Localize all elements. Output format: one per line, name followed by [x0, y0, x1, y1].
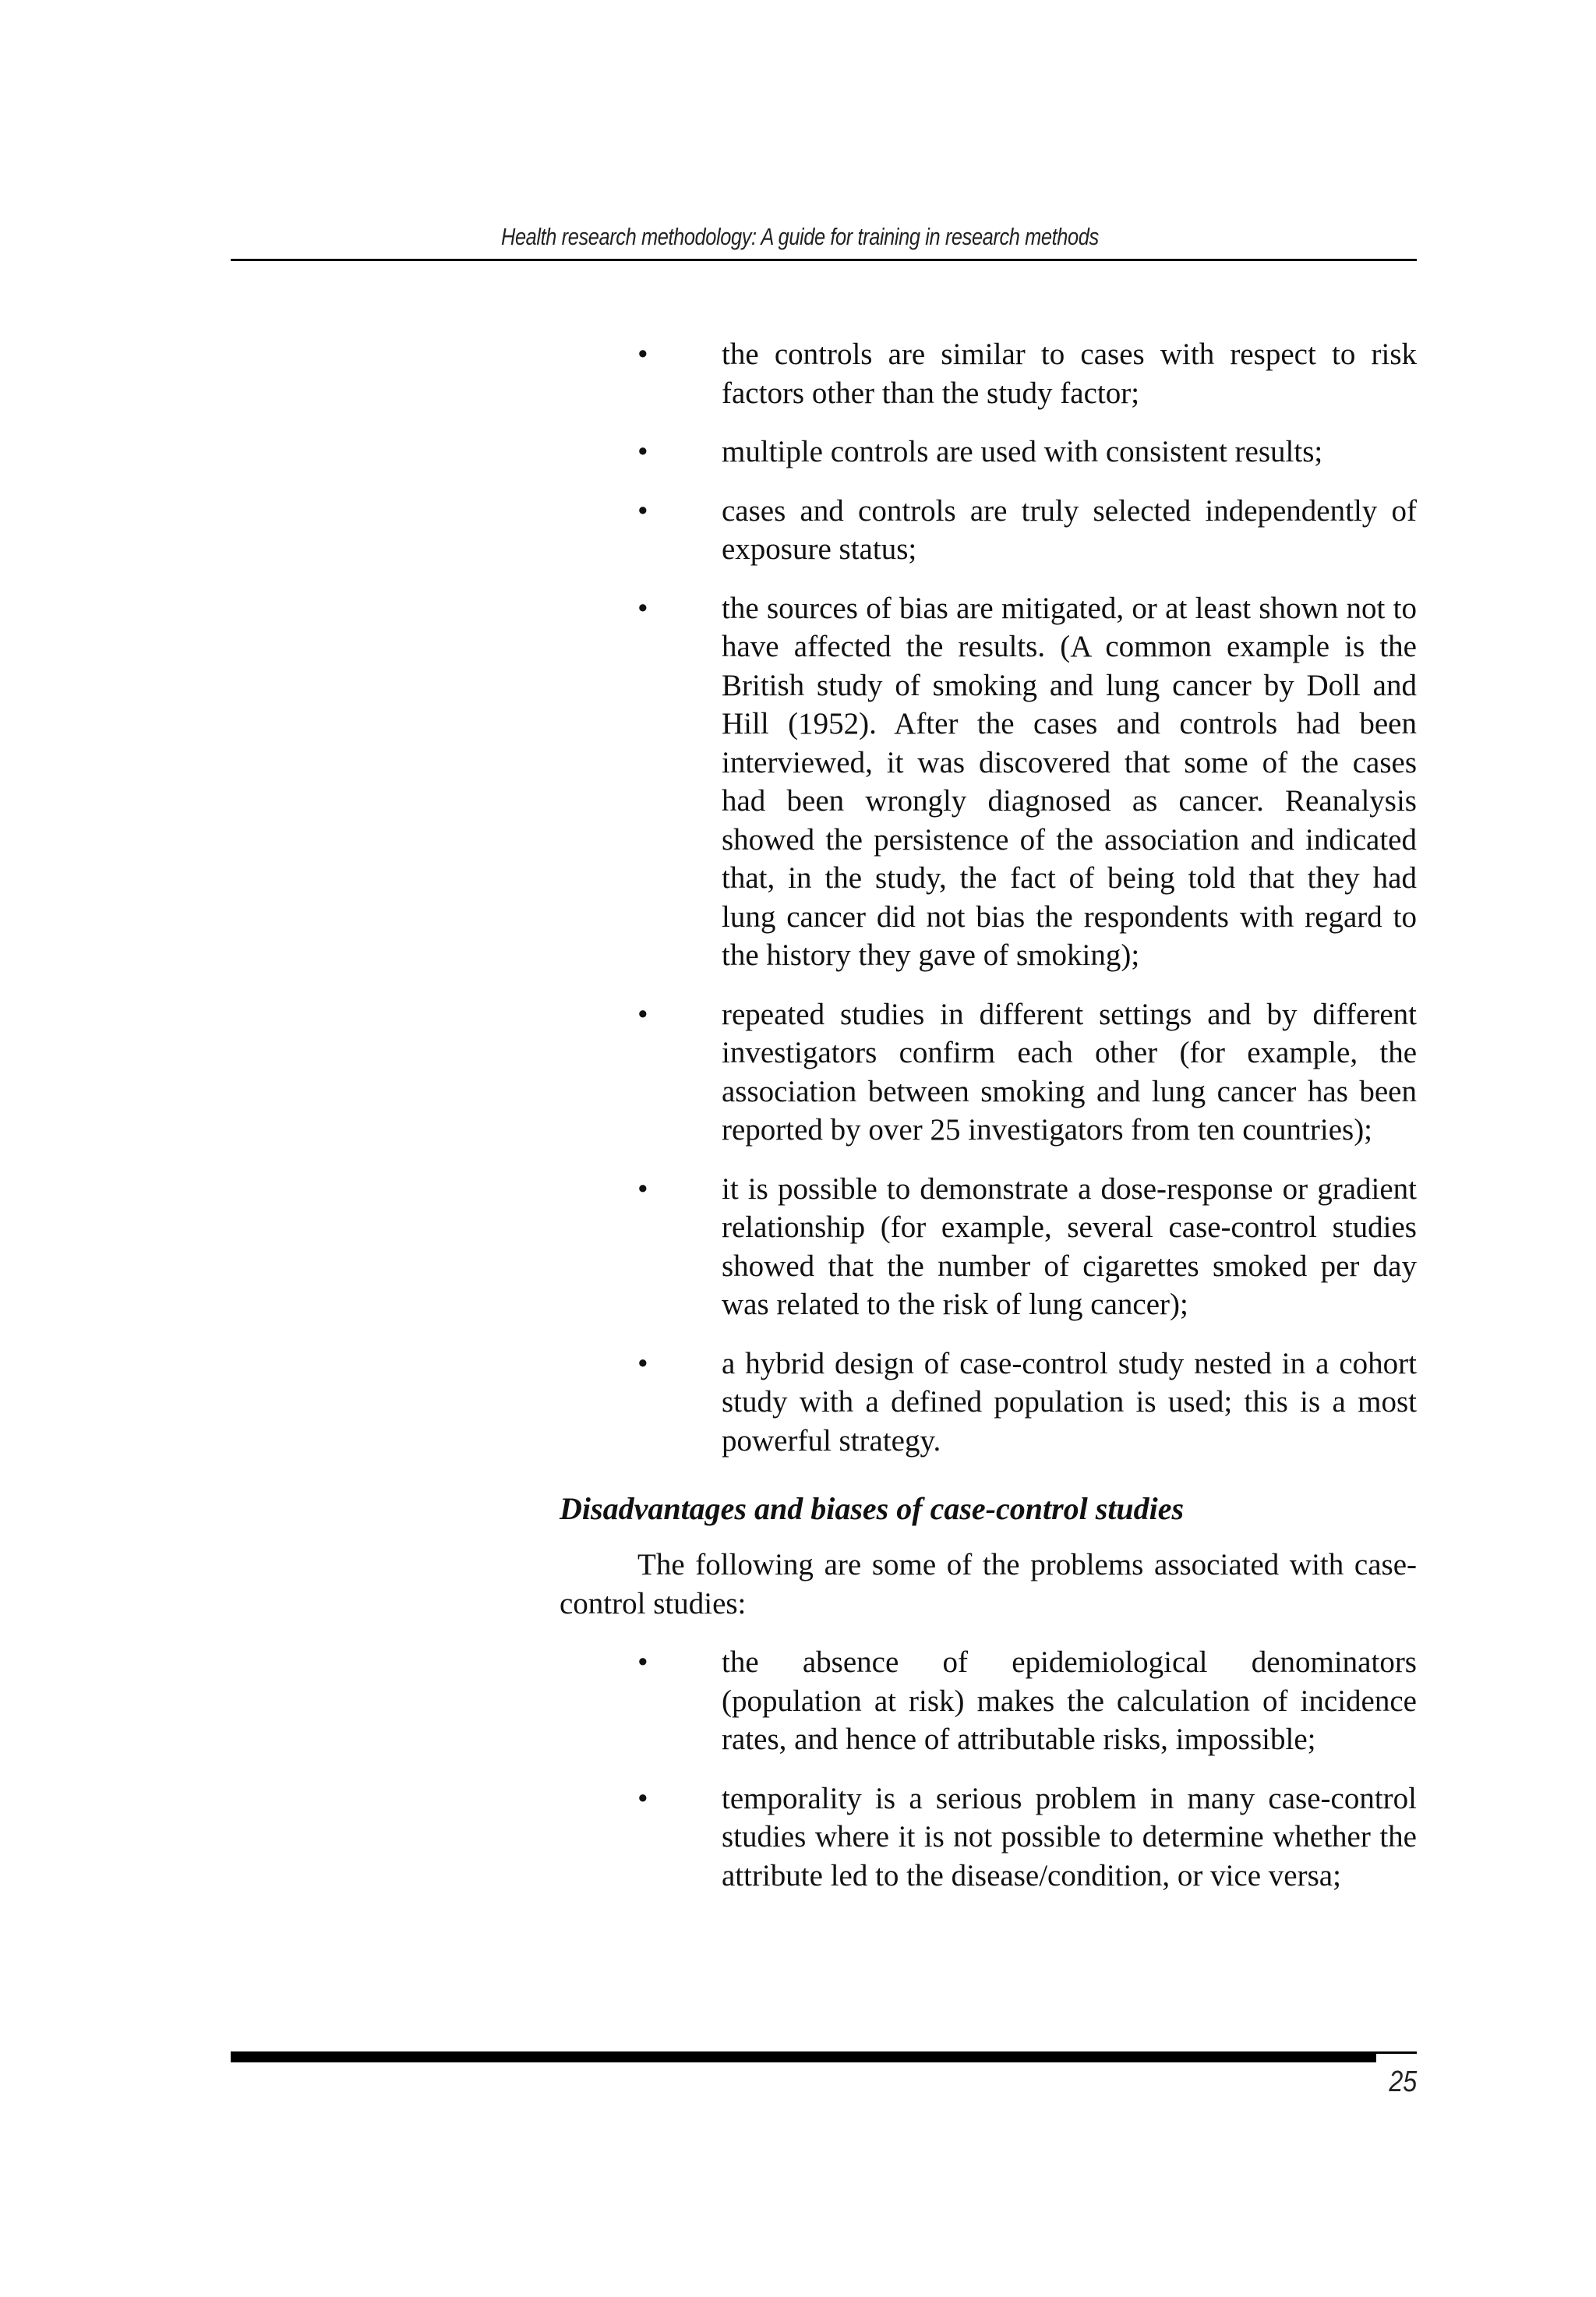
section-heading: Disadvantages and biases of case-control studies	[560, 1491, 1185, 1526]
running-title: Health research methodology: A guide for training in research methods	[501, 223, 1099, 250]
footer-rule	[231, 2051, 1376, 2062]
list-item: • multiple controls are used with consistent results;	[560, 433, 1417, 472]
bullet-icon: •	[637, 1346, 648, 1380]
bullet-icon: •	[637, 997, 648, 1031]
bullet-list-conditions	[560, 335, 1417, 1460]
list-item: • it is possible to demonstrate a dose-response or gradient relationship (for example, several case-control studies showed that the number of cigarettes smoked per day was related to the risk of lung cancer);	[560, 1170, 1417, 1324]
list-item: • the sources of bias are mitigated, or at least shown not to have affected the results. (A common example is the British study of smoking and lung cancer by Doll and Hill (1952). After the cases and controls had been interviewed, it was discovered that some of the cases had been wrongly diagnosed as cancer. Reanalysis showed the persistence of the association and indicated that, in the study, the fact of being told that they had lung cancer did not bias the respondents with regard to the history they gave of smoking);	[560, 589, 1417, 975]
list-item: • the absence of epidemiological denominators (population at risk) makes the calculation of incidence rates, and hence of attributable risks, impossible;	[560, 1643, 1417, 1759]
bullet-icon: •	[637, 493, 648, 528]
list-item: • cases and controls are truly selected independently of exposure status;	[560, 492, 1417, 569]
footer-rule-thin	[1376, 2051, 1417, 2054]
list-item: • temporality is a serious problem in many case-control studies where it is not possible to determine whether the attribute led to the disease/condition, or vice versa;	[560, 1779, 1417, 1896]
list-item: • the controls are similar to cases with respect to risk factors other than the study factor;	[560, 335, 1417, 412]
list-item: • a hybrid design of case-control study nested in a cohort study with a defined population is used; this is a most powerful strategy.	[560, 1345, 1417, 1461]
bullet-icon: •	[637, 337, 648, 371]
bullet-icon: •	[637, 435, 648, 468]
running-header	[231, 220, 1417, 261]
section-intro-paragraph: The following are some of the problems associated with case-control studies:	[560, 1548, 1417, 1620]
page-number: 25	[1389, 2066, 1417, 2098]
bullet-icon: •	[637, 1171, 648, 1206]
list-item: • repeated studies in different settings and by different investigators confirm each other (for example, the association between smoking and lung cancer has been reported by over 25 investigators from ten countries);	[560, 995, 1417, 1150]
bullet-icon: •	[637, 1781, 648, 1815]
bullet-list-disadvantages	[560, 1643, 1417, 1895]
bullet-icon: •	[637, 1645, 648, 1679]
bullet-icon: •	[637, 591, 648, 625]
page-content	[560, 335, 1417, 1915]
